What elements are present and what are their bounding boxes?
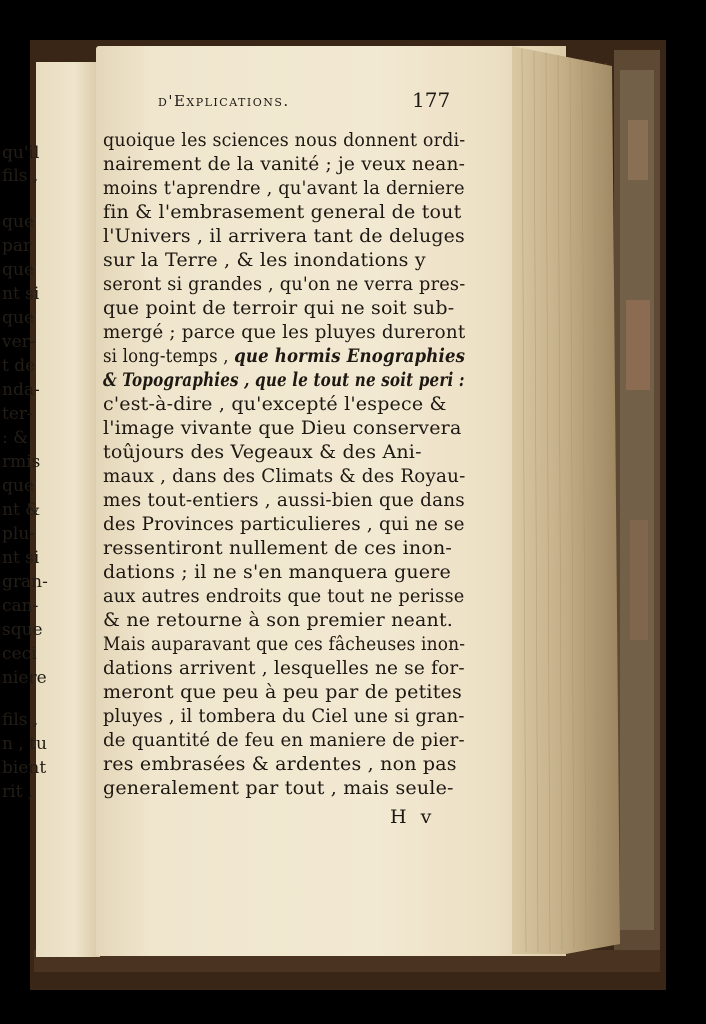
left-page: [36, 62, 100, 957]
text-line: maux , dans des Climats & des Royau-: [103, 465, 466, 487]
text-line: sur la Terre , & les inondations y: [103, 249, 426, 271]
running-head: d'Explications.: [158, 92, 290, 110]
left-page-fragment: can-: [2, 596, 39, 616]
text-line-roman: si long-temps ,: [103, 345, 229, 367]
left-page-fragment: rmis: [2, 452, 41, 472]
signature-mark: H v: [390, 806, 436, 828]
left-page-fragment: que: [2, 476, 34, 496]
left-page-fragment: plu-: [2, 524, 36, 544]
text-line: mergé ; parce que les pluyes dureront: [103, 321, 466, 343]
left-page-fragment: qu'il: [2, 143, 40, 163]
left-page-fragment: rit ,: [2, 782, 34, 802]
left-page-fragment: niere: [2, 668, 47, 688]
left-page-fragment: gran-: [2, 572, 48, 592]
left-page-fragment: ceci: [2, 644, 37, 664]
left-page-fragment: que: [2, 212, 34, 232]
text-line: ressentiront nullement de ces inon-: [103, 537, 453, 559]
text-line-mixed: [103, 347, 465, 366]
text-line: mes tout-entiers , aussi-bien que dans: [103, 489, 465, 511]
text-line: quoique les sciences nous donnent ordi-: [103, 129, 466, 151]
text-line: aux autres endroits que tout ne perisse: [103, 585, 465, 607]
text-line: seront si grandes , qu'on ne verra pres-: [103, 273, 466, 295]
text-line-italic: que hormis Enographies: [234, 345, 466, 367]
left-page-fragment: que: [2, 260, 34, 280]
text-line: pluyes , il tombera du Ciel une si gran-: [103, 705, 465, 727]
text-line: que point de terroir qui ne soit sub-: [103, 297, 455, 319]
text-line: dations ; il ne s'en manquera guere: [103, 561, 451, 583]
left-page-fragment: nt si: [2, 284, 40, 304]
left-page-fragment: fils ,: [2, 166, 39, 186]
page-edges: [512, 44, 622, 956]
left-page-fragment: : &: [2, 428, 29, 448]
left-page-fragment: sque: [2, 620, 43, 640]
text-line: res embrasées & ardentes , non pas: [103, 753, 457, 775]
left-page-fragment: fils ,: [2, 710, 39, 730]
text-line: moins t'aprendre , qu'avant la derniere: [103, 177, 465, 199]
page-number: 177: [412, 88, 451, 112]
text-line-italic: [103, 371, 465, 390]
left-page-fragment: par: [2, 236, 32, 256]
text-line: c'est-à-dire , qu'excepté l'espece &: [103, 393, 447, 415]
text-line: de quantité de feu en maniere de pier-: [103, 729, 465, 751]
left-page-fragment: nt &: [2, 500, 41, 520]
left-page-fragment: ver-: [2, 332, 36, 352]
left-page-fragment: nt si: [2, 548, 40, 568]
text-line: & ne retourne à son premier neant.: [103, 609, 454, 631]
text-line-italic-run: & Topographies , que le tout ne soit peri :: [103, 369, 465, 391]
text-line: nairement de la vanité ; je veux nean-: [103, 153, 466, 175]
text-line: toûjours des Vegeaux & des Ani-: [103, 441, 422, 463]
left-page-fragment: ter-: [2, 404, 33, 424]
left-page-fragment: que: [2, 308, 34, 328]
left-page-fragment: n , tu: [2, 734, 47, 754]
text-line: fin & l'embrasement general de tout: [103, 201, 462, 223]
text-line: Mais auparavant que ces fâcheuses inon-: [103, 633, 466, 655]
text-line: dations arrivent , lesquelles ne se for-: [103, 657, 465, 679]
text-line: l'Univers , il arrivera tant de deluges: [103, 225, 465, 247]
left-page-fragment: nda-: [2, 380, 40, 400]
left-page-fragment: bient: [2, 758, 47, 778]
text-line: meront que peu à peu par de petites: [103, 681, 462, 703]
text-line: generalement par tout , mais seule-: [103, 777, 454, 799]
text-line: l'image vivante que Dieu conservera: [103, 417, 462, 439]
left-page-fragment: t de: [2, 356, 36, 376]
text-line: des Provinces particulieres , qui ne se: [103, 513, 465, 535]
